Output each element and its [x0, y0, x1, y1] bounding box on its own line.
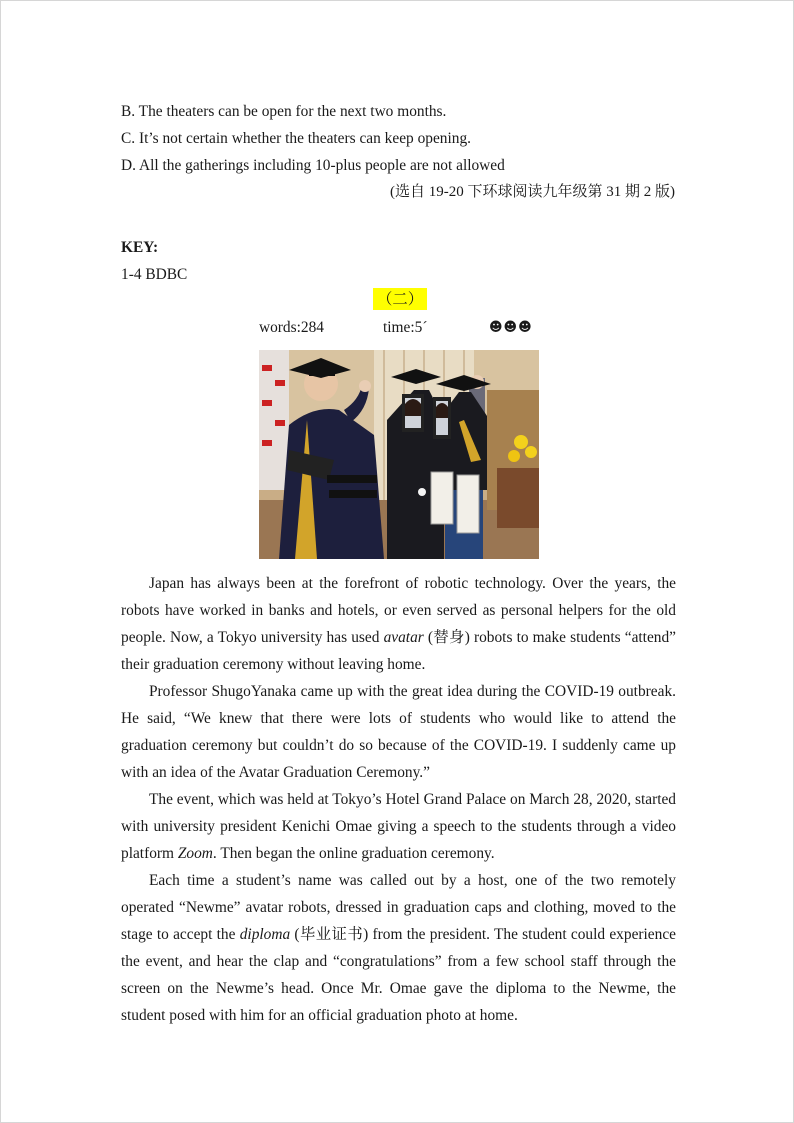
- option-d: D. All the gatherings including 10-plus people are not allowed: [121, 157, 505, 174]
- paragraph-4: Each time a student’s name was called out by a host, one of the two remotely operated “Newme” avatar robots, dressed in graduation caps and clothing, moved to the stage to accept the diploma (毕业证书) from the president. The student could experience the event, and hear the clap and “congratulations” from a few school staff through the screen on the Newme’s head. Once Mr. Omae gave the diploma to the Newme, the student posed with him for an official graduation photo at home.: [121, 872, 676, 1024]
- option-b: B. The theaters can be open for the next two months.: [121, 103, 447, 120]
- option-c: C. It’s not certain whether the theaters can keep opening.: [121, 130, 472, 147]
- section-number: （二）: [373, 288, 427, 310]
- paragraph-2: Professor ShugoYanaka came up with the great idea during the COVID-19 outbreak. He said, “We knew that there were lots of students who would like to attend the graduation ceremony but couldn’t do so because of the COVID-19. I suddenly came up with an idea of the Avatar Graduation Ceremony.”: [121, 683, 676, 781]
- source-note: (选自 19-20 下环球阅读九年级第 31 期 2 版): [390, 184, 675, 200]
- key-answers: 1-4 BDBC: [121, 266, 188, 283]
- reading-time: time:5´: [383, 319, 428, 336]
- graduation-photo: [259, 350, 539, 559]
- paragraph-1: Japan has always been at the forefront of robotic technology. Over the years, the robots have worked in banks and hotels, or even served as personal helpers for the old people. Now, a Tokyo university has used avatar (替身) robots to make students “attend” their graduation ceremony without leaving home.: [121, 575, 677, 673]
- word-count: words:284: [259, 319, 324, 336]
- paragraph-3: The event, which was held at Tokyo’s Hotel Grand Palace on March 28, 2020, started with university president Kenichi Omae giving a speech to the students through a video platform Zoom. Then began the online graduation ceremony.: [121, 791, 676, 862]
- difficulty-rating: ☻☻☻: [489, 320, 533, 335]
- key-label: KEY:: [121, 239, 159, 256]
